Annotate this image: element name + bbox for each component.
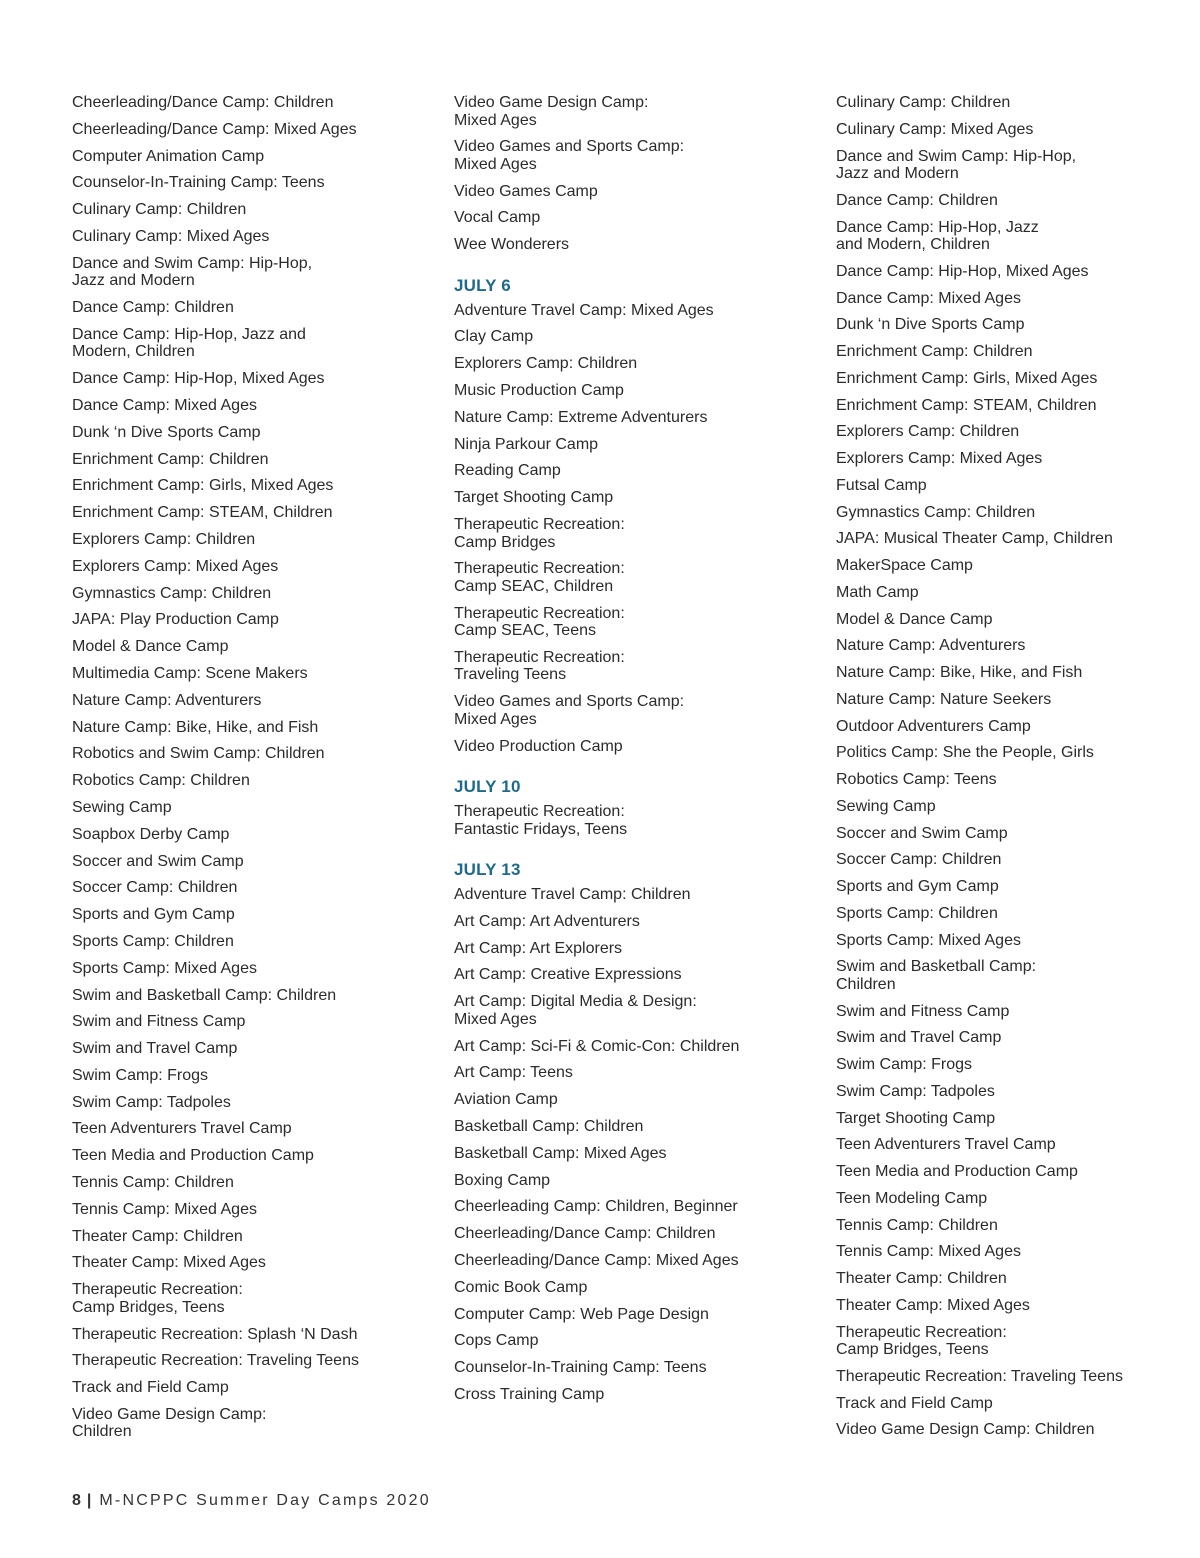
camp-list-item: Swim Camp: Frogs bbox=[72, 1066, 209, 1084]
camp-list-item: Culinary Camp: Mixed Ages bbox=[836, 120, 1034, 138]
camp-list-item: Video Games and Sports Camp: Mixed Ages bbox=[454, 693, 685, 728]
camp-list-item: Explorers Camp: Mixed Ages bbox=[836, 450, 1043, 467]
date-section bbox=[72, 94, 432, 1441]
camp-list-item: Nature Camp: Adventurers bbox=[72, 691, 262, 709]
camp-list-column-3 bbox=[836, 94, 1166, 1448]
camp-list-item: Robotics and Swim Camp: Children bbox=[72, 745, 325, 763]
camp-list bbox=[836, 94, 1166, 1439]
camp-list-item: Math Camp bbox=[836, 583, 919, 601]
camp-list bbox=[454, 302, 814, 755]
camp-list-item: Dance Camp: Children bbox=[836, 191, 998, 209]
camp-list-item: Cheerleading/Dance Camp: Children bbox=[72, 94, 334, 111]
camp-list-item: Dance and Swim Camp: Hip-Hop, Jazz and Modern bbox=[836, 147, 1077, 182]
date-section bbox=[454, 276, 814, 755]
camp-list-item: Sports and Gym Camp bbox=[72, 906, 235, 924]
camp-list-item: Counselor-In-Training Camp: Teens bbox=[72, 174, 325, 192]
camp-list-item: Theater Camp: Mixed Ages bbox=[836, 1296, 1030, 1314]
camp-list bbox=[454, 886, 814, 1403]
camp-list-item: Therapeutic Recreation: Fantastic Fridays, Teens bbox=[454, 803, 628, 838]
camp-list-item: Therapeutic Recreation: Camp Bridges bbox=[454, 516, 625, 551]
camp-list-item: Adventure Travel Camp: Children bbox=[454, 886, 691, 904]
date-heading: JULY 10 bbox=[454, 777, 521, 797]
date-section bbox=[454, 860, 814, 1403]
camp-list-item: JAPA: Musical Theater Camp, Children bbox=[836, 530, 1113, 548]
camp-list-item: Swim and Travel Camp bbox=[836, 1029, 1002, 1047]
camp-list-item: Therapeutic Recreation: Traveling Teens bbox=[454, 648, 625, 684]
camp-list-item: Soccer and Swim Camp bbox=[836, 824, 1008, 842]
camp-list-item: Explorers Camp: Children bbox=[836, 423, 1020, 441]
camp-list-item: Art Camp: Teens bbox=[454, 1064, 573, 1082]
camp-list-item: Therapeutic Recreation: Camp Bridges, Teens bbox=[836, 1323, 1007, 1358]
camp-list-item: Swim and Fitness Camp bbox=[72, 1013, 246, 1031]
camp-list-item: Adventure Travel Camp: Mixed Ages bbox=[454, 301, 714, 319]
camp-list-item: Computer Animation Camp bbox=[72, 147, 265, 165]
camp-list-item: Swim Camp: Tadpoles bbox=[72, 1093, 231, 1111]
camp-list-item: Teen Media and Production Camp bbox=[72, 1147, 314, 1165]
camp-list-item: Outdoor Adventurers Camp bbox=[836, 717, 1031, 735]
camp-list-column-1 bbox=[72, 94, 432, 1450]
camp-list-item: Explorers Camp: Mixed Ages bbox=[72, 557, 279, 575]
camp-list-item: Nature Camp: Bike, Hike, and Fish bbox=[836, 664, 1083, 681]
camp-list-item: Robotics Camp: Children bbox=[72, 772, 250, 790]
camp-list-item: Swim Camp: Frogs bbox=[836, 1056, 973, 1073]
camp-list-item: Dance Camp: Hip-Hop, Mixed Ages bbox=[72, 370, 325, 388]
camp-list-item: Cheerleading/Dance Camp: Children bbox=[454, 1225, 716, 1243]
date-heading: JULY 6 bbox=[454, 275, 511, 295]
camp-list-item: Video Game Design Camp: Children bbox=[72, 1405, 267, 1441]
camp-list-item: Swim and Basketball Camp: Children bbox=[72, 986, 337, 1004]
camp-list-item: Art Camp: Art Adventurers bbox=[454, 912, 640, 930]
camp-list-item: Enrichment Camp: STEAM, Children bbox=[72, 504, 333, 522]
camp-list-item: Art Camp: Art Explorers bbox=[454, 939, 623, 957]
camp-list-item: Clay Camp bbox=[454, 328, 534, 346]
camp-list-item: Video Game Design Camp: Mixed Ages bbox=[454, 94, 649, 129]
date-section bbox=[454, 777, 814, 838]
camp-list-item: Wee Wonderers bbox=[454, 236, 570, 254]
camp-list-item: Cheerleading Camp: Children, Beginner bbox=[454, 1198, 738, 1216]
camp-list-item: Swim and Travel Camp bbox=[72, 1040, 238, 1058]
camp-list-item: Ninja Parkour Camp bbox=[454, 435, 599, 453]
camp-list-item: Swim Camp: Tadpoles bbox=[836, 1082, 995, 1100]
camp-list-item: Enrichment Camp: Girls, Mixed Ages bbox=[836, 369, 1098, 387]
camp-list-item: Gymnastics Camp: Children bbox=[836, 503, 1036, 521]
camp-list-item: Sewing Camp bbox=[836, 797, 936, 815]
camp-list-item: Gymnastics Camp: Children bbox=[72, 584, 272, 602]
camp-list-item: Tennis Camp: Mixed Ages bbox=[836, 1243, 1021, 1261]
camp-list-item: Dunk ‘n Dive Sports Camp bbox=[836, 316, 1025, 334]
camp-list-item: Soapbox Derby Camp bbox=[72, 825, 230, 843]
camp-list-item: Music Production Camp bbox=[454, 382, 624, 400]
camp-list-item: Theater Camp: Children bbox=[836, 1270, 1007, 1287]
camp-list-item: Teen Adventurers Travel Camp bbox=[72, 1120, 292, 1138]
camp-list-item: Aviation Camp bbox=[454, 1091, 558, 1109]
camp-list-item: Therapeutic Recreation: Camp Bridges, Teens bbox=[72, 1281, 243, 1316]
camp-list-item: Dunk ‘n Dive Sports Camp bbox=[72, 423, 261, 441]
camp-list-item: Soccer Camp: Children bbox=[72, 879, 238, 897]
camp-list-item: Swim and Fitness Camp bbox=[836, 1002, 1010, 1020]
camp-list-item: Track and Field Camp bbox=[836, 1394, 993, 1412]
camp-list-item: Teen Adventurers Travel Camp bbox=[836, 1136, 1056, 1154]
camp-list-item: Enrichment Camp: Girls, Mixed Ages bbox=[72, 477, 334, 495]
camp-list-item: Therapeutic Recreation: Traveling Teens bbox=[72, 1352, 359, 1370]
camp-list-item: Tennis Camp: Children bbox=[836, 1216, 998, 1234]
camp-list-item: Sports Camp: Mixed Ages bbox=[836, 931, 1021, 949]
camp-list-item: Culinary Camp: Children bbox=[72, 201, 247, 219]
publication-title: M-NCPPC Summer Day Camps 2020 bbox=[99, 1492, 431, 1509]
camp-list-item: Dance Camp: Hip-Hop, Jazz and Modern, Children bbox=[72, 325, 306, 361]
camp-list-item: Video Games and Sports Camp: Mixed Ages bbox=[454, 138, 685, 173]
camp-list-item: Swim and Basketball Camp: Children bbox=[836, 958, 1037, 993]
camp-list-item: Culinary Camp: Mixed Ages bbox=[72, 227, 270, 245]
camp-list-item: Teen Media and Production Camp bbox=[836, 1163, 1078, 1180]
camp-list-item: Politics Camp: She the People, Girls bbox=[836, 744, 1094, 762]
camp-list-item: Multimedia Camp: Scene Makers bbox=[72, 664, 308, 682]
camp-list-item: Dance Camp: Hip-Hop, Mixed Ages bbox=[836, 262, 1089, 280]
camp-list-item: Nature Camp: Extreme Adventurers bbox=[454, 408, 708, 426]
camp-list-column-2 bbox=[454, 94, 814, 1413]
camp-list-item: Tennis Camp: Children bbox=[72, 1174, 234, 1192]
camp-list-item: MakerSpace Camp bbox=[836, 557, 973, 574]
camp-list-item: Art Camp: Digital Media & Design: Mixed Ages bbox=[454, 993, 697, 1028]
camp-list-item: Explorers Camp: Children bbox=[454, 355, 638, 373]
camp-list-item: Comic Book Camp bbox=[454, 1278, 588, 1296]
camp-list-item: Explorers Camp: Children bbox=[72, 530, 256, 548]
camp-list-item: Soccer Camp: Children bbox=[836, 851, 1002, 869]
camp-list-item: Nature Camp: Adventurers bbox=[836, 637, 1026, 655]
camp-list-item: Sports and Gym Camp bbox=[836, 878, 999, 895]
camp-list-item: Vocal Camp bbox=[454, 209, 541, 227]
camp-list-item: Computer Camp: Web Page Design bbox=[454, 1305, 709, 1323]
camp-list-item: Video Game Design Camp: Children bbox=[836, 1421, 1095, 1439]
date-section bbox=[836, 94, 1166, 1439]
camp-list-item: Therapeutic Recreation: Camp SEAC, Children bbox=[454, 560, 625, 595]
camp-list-item: Art Camp: Creative Expressions bbox=[454, 966, 682, 984]
camp-list-item: Model & Dance Camp bbox=[72, 638, 229, 656]
camp-list-item: Sewing Camp bbox=[72, 798, 172, 816]
footer-separator: | bbox=[86, 1492, 92, 1509]
camp-list-item: Culinary Camp: Children bbox=[836, 94, 1011, 111]
camp-list-item: Therapeutic Recreation: Traveling Teens bbox=[836, 1367, 1123, 1385]
date-section bbox=[454, 94, 814, 254]
camp-list-item: Sports Camp: Children bbox=[72, 932, 234, 950]
camp-list-item: Robotics Camp: Teens bbox=[836, 771, 997, 788]
camp-list-item: Dance Camp: Children bbox=[72, 299, 234, 317]
camp-list-item: Dance Camp: Mixed Ages bbox=[836, 289, 1021, 307]
camp-list-item: Video Production Camp bbox=[454, 737, 623, 755]
camp-list-item: Nature Camp: Bike, Hike, and Fish bbox=[72, 718, 319, 736]
camp-list-item: Cheerleading/Dance Camp: Mixed Ages bbox=[72, 120, 357, 138]
camp-list-item: JAPA: Play Production Camp bbox=[72, 611, 279, 629]
camp-list-item: Therapeutic Recreation: Camp SEAC, Teens bbox=[454, 604, 625, 640]
camp-list-item: Teen Modeling Camp bbox=[836, 1189, 988, 1207]
camp-list-item: Model & Dance Camp bbox=[836, 610, 993, 628]
camp-list-item: Sports Camp: Children bbox=[836, 904, 998, 922]
camp-list-item: Sports Camp: Mixed Ages bbox=[72, 959, 257, 977]
camp-list-item: Target Shooting Camp bbox=[454, 489, 614, 507]
camp-list-item: Cross Training Camp bbox=[454, 1385, 605, 1403]
camp-list-item: Boxing Camp bbox=[454, 1171, 551, 1189]
camp-list bbox=[72, 94, 432, 1441]
camp-list-item: Art Camp: Sci-Fi & Comic-Con: Children bbox=[454, 1037, 740, 1055]
camp-list-item: Reading Camp bbox=[454, 462, 561, 480]
camp-list-item: Dance Camp: Mixed Ages bbox=[72, 396, 257, 414]
camp-list-item: Video Games Camp bbox=[454, 182, 598, 200]
camp-list-item: Cheerleading/Dance Camp: Mixed Ages bbox=[454, 1251, 739, 1269]
camp-list-item: Theater Camp: Children bbox=[72, 1227, 243, 1245]
camp-list-item: Enrichment Camp: STEAM, Children bbox=[836, 396, 1097, 414]
camp-list-item: Nature Camp: Nature Seekers bbox=[836, 690, 1052, 708]
camp-list-item: Counselor-In-Training Camp: Teens bbox=[454, 1359, 707, 1377]
camp-list bbox=[454, 94, 814, 254]
camp-list bbox=[454, 803, 814, 838]
camp-list-item: Soccer and Swim Camp bbox=[72, 852, 244, 870]
camp-list-item: Target Shooting Camp bbox=[836, 1109, 996, 1127]
camp-list-item: Cops Camp bbox=[454, 1332, 539, 1350]
camp-list-item: Tennis Camp: Mixed Ages bbox=[72, 1200, 257, 1218]
camp-list-item: Theater Camp: Mixed Ages bbox=[72, 1254, 266, 1272]
camp-list-item: Track and Field Camp bbox=[72, 1379, 229, 1397]
camp-list-item: Dance Camp: Hip-Hop, Jazz and Modern, Children bbox=[836, 218, 1039, 253]
page-footer bbox=[72, 1492, 431, 1510]
camp-list-item: Therapeutic Recreation: Splash ‘N Dash bbox=[72, 1325, 358, 1343]
camp-list-item: Futsal Camp bbox=[836, 476, 927, 494]
date-heading: JULY 13 bbox=[454, 860, 521, 880]
page-number: 8 bbox=[72, 1492, 81, 1509]
camp-list-item: Basketball Camp: Children bbox=[454, 1117, 644, 1135]
camp-list-item: Dance and Swim Camp: Hip-Hop, Jazz and Modern bbox=[72, 254, 313, 290]
camp-list-item: Enrichment Camp: Children bbox=[836, 343, 1033, 360]
camp-list-item: Basketball Camp: Mixed Ages bbox=[454, 1144, 667, 1162]
camp-list-item: Enrichment Camp: Children bbox=[72, 450, 269, 468]
